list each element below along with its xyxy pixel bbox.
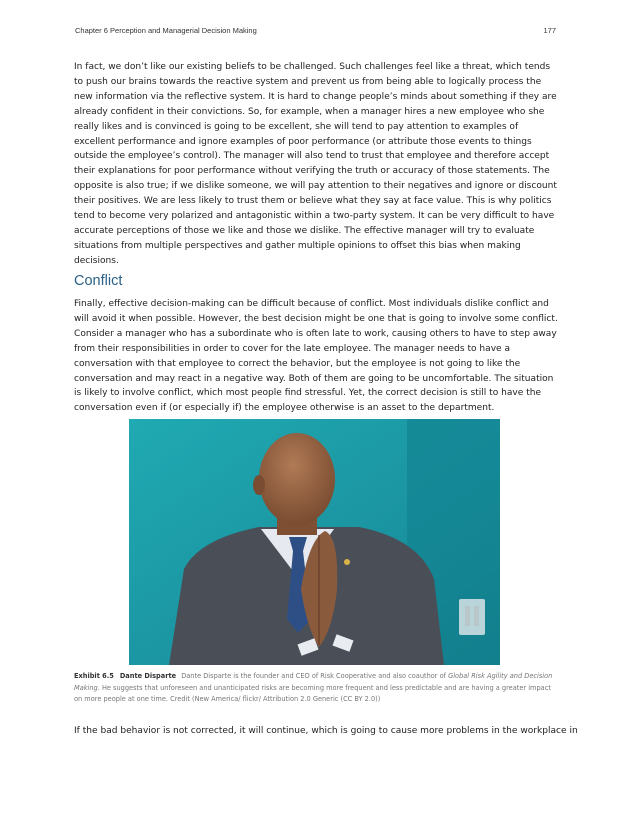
switch-2 — [474, 606, 479, 626]
exhibit-caption — [74, 671, 560, 706]
portrait-illustration — [129, 419, 500, 665]
switch-1 — [465, 606, 470, 626]
section-heading: Conflict — [74, 273, 123, 289]
chapter-title: Chapter 6 Perception and Managerial Decision Making — [75, 26, 257, 35]
caption-text-1: Dante Disparte is the founder and CEO of Risk Cooperative and also coauthor of — [181, 672, 446, 680]
light-switch-plate — [459, 599, 485, 635]
caption-title: Dante Disparte — [119, 672, 177, 680]
head — [259, 433, 335, 525]
exhibit-photo — [129, 419, 500, 665]
page-number: 177 — [543, 26, 556, 35]
page-header — [75, 26, 556, 35]
lapel-pin — [344, 559, 350, 565]
body-paragraph-2: Finally, effective decision-making can be difficult because of conflict. Most individuals dislike conflict and will avoid it when possible. However, the best decision might be one that is going to involve some conflict. Consider a manager who has a subordinate who is often late to work, causing others to have to step away from their responsibilities in order to cover for the late employee. The manager needs to have a conversation with that employee to correct the behavior, but the employee is not going to like the conversation and may react in a negative way. Both of them are going to be uncomfortable. The situation is likely to involve conflict, which most people find stressful. Yet, the correct decision is still to have the conversation even if (or especially if) the employee otherwise is an asset to the department. — [74, 299, 558, 414]
body-paragraph-3: If the bad behavior is not corrected, it will continue, which is going to cause more problems in the workplace in — [74, 726, 578, 736]
ear — [253, 475, 265, 495]
body-paragraph-1: In fact, we don’t like our existing beliefs to be challenged. Such challenges feel like a threat, which tends to push our brains towards the reactive system and prevent us from being able to logically process the new information via the reflective system. It is hard to change people’s minds about something if they are already confident in their convictions. So, for example, when a manager hires a new employee who she really likes and is convinced is going to be excellent, she will tend to pay attention to examples of excellent performance and ignore examples of poor performance (or attribute those events to things outside the employee’s control). The manager will also tend to trust that employee and therefore accept their explanations for poor performance without verifying the truth or accuracy of those statements. The opposite is also true; if we dislike someone, we will pay attention to their negatives and ignore or discount their positives. We are less likely to trust them or believe what they say at face value. This is why politics tend to become very polarized and antagonistic within a two-party system. It can be very difficult to have accurate perceptions of those we like and those we dislike. The effective manager will try to evaluate situations from multiple perspectives and gather multiple opinions to offset this bias when making decisions. — [74, 62, 557, 266]
caption-label: Exhibit 6.5 — [74, 672, 114, 680]
caption-text-2: . He suggests that unforeseen and unanticipated risks are becoming more frequent and less predictable and are having a greater impact on more people at one time. Credit (New America/ flickr/ Attribution 2.0 Generic (CC BY 2.0)) — [74, 683, 551, 704]
caption-book-title: Global Risk Agility and Decision Making — [74, 672, 553, 692]
